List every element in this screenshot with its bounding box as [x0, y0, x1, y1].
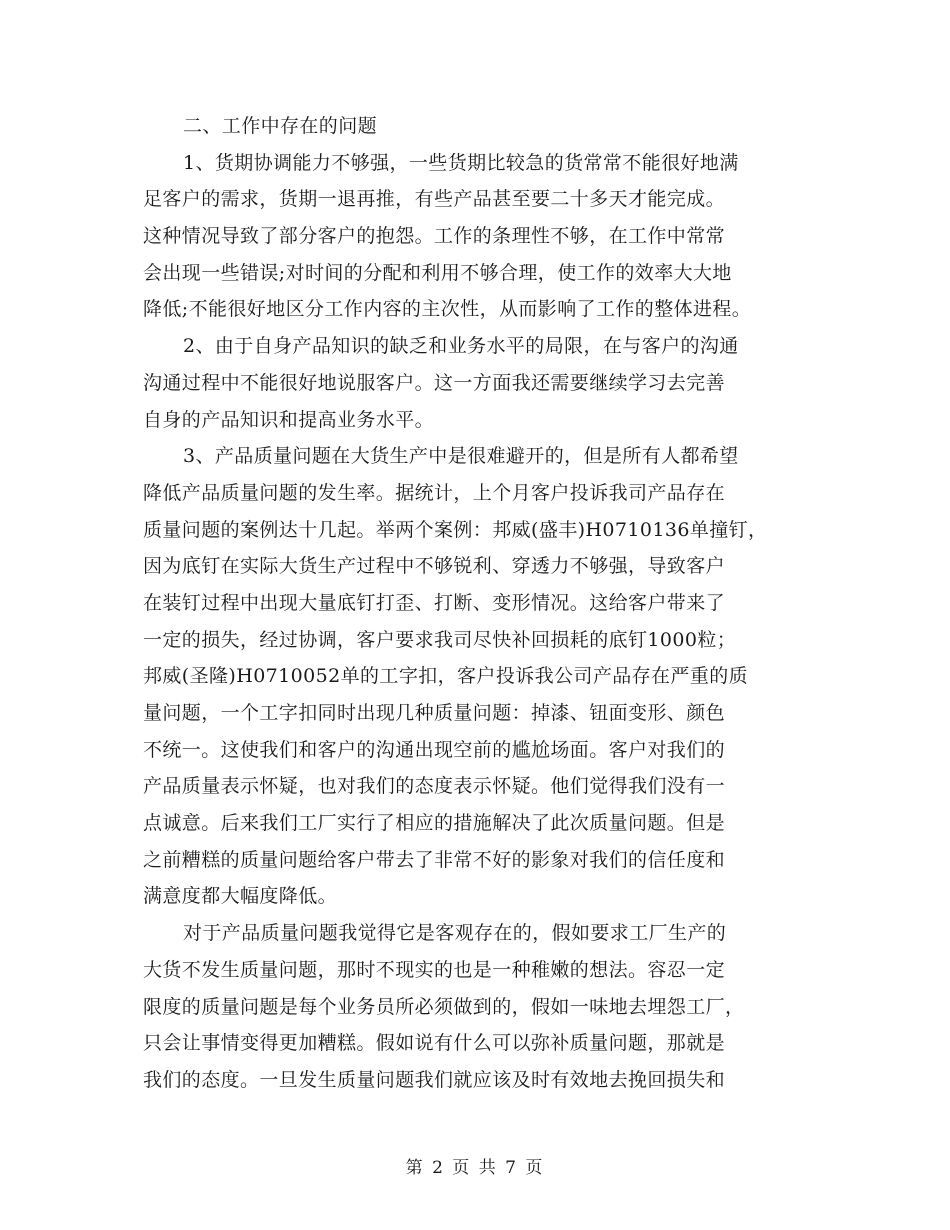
paragraph-line: 2、由于自身产品知识的缺乏和业务水平的局限，在与客户的沟通: [183, 335, 739, 358]
paragraph-line: 自身的产品知识和提高业务水平。: [143, 408, 435, 431]
paragraph-line: 量问题，一个工字扣同时出现几种质量问题：掉漆、钮面变形、颜色: [143, 702, 726, 724]
paragraph-line: 对于产品质量问题我觉得它是客观存在的，假如要求工厂生产的: [183, 922, 727, 945]
paragraph-line: 大货不发生质量问题，那时不现实的也是一种稚嫩的想法。容忍一定: [143, 958, 726, 981]
paragraph-line: 沟通过程中不能很好地说服客户。这一方面我还需要继续学习去完善: [143, 371, 726, 394]
paragraph-line: 降低产品质量问题的发生率。据统计，上个月客户投诉我司产品存在: [143, 481, 726, 504]
paragraph-line: 降低;不能很好地区分工作内容的主次性，从而影响了工作的整体进程。: [143, 298, 752, 321]
paragraph-line: 我们的态度。一旦发生质量问题我们就应该及时有效地去挽回损失和: [143, 1068, 726, 1091]
paragraph-line: 点诚意。后来我们工厂实行了相应的措施解决了此次质量问题。但是: [143, 812, 726, 835]
paragraph-line: 之前糟糕的质量问题给客户带去了非常不好的影象对我们的信任度和: [143, 848, 726, 871]
page-number-footer: 第 2 页 共 7 页: [405, 1158, 545, 1178]
paragraph-line: 质量问题的案例达十几起。举两个案例：邦威(盛丰)H0710136单撞钉，: [143, 518, 768, 541]
paragraph-line: 在装钉过程中出现大量底钉打歪、打断、变形情况。这给客户带来了: [143, 591, 726, 614]
paragraph-line: 因为底钉在实际大货生产过程中不够锐利、穿透力不够强，导致客户: [143, 555, 726, 578]
paragraph-line: 1、货期协调能力不够强，一些货期比较急的货常常不能很好地满: [183, 151, 739, 174]
section-heading: 二、工作中存在的问题: [183, 115, 378, 137]
paragraph-line: 这种情况导致了部分客户的抱怨。工作的条理性不够，在工作中常常: [143, 225, 726, 248]
paragraph-line: 不统一。这使我们和客户的沟通出现空前的尴尬场面。客户对我们的: [143, 738, 726, 761]
document-body: [143, 108, 823, 1099]
paragraph-line: 会出现一些错误;对时间的分配和利用不够合理，使工作的效率大大地: [143, 261, 732, 284]
paragraph-line: 限度的质量问题是每个业务员所必须做到的，假如一味地去埋怨工厂，: [143, 995, 745, 1018]
paragraph-line: 只会让事情变得更加糟糕。假如说有什么可以弥补质量问题，那就是: [143, 1032, 726, 1055]
paragraph-line: 邦威(圣隆)H0710052单的工字扣，客户投诉我公司产品存在严重的质: [143, 665, 749, 688]
paragraph-line: 3、产品质量问题在大货生产中是很难避开的，但是所有人都希望: [183, 445, 739, 468]
paragraph-line: 足客户的需求，货期一退再推，有些产品甚至要二十多天才能完成。: [143, 188, 726, 211]
paragraph-line: 满意度都大幅度降低。: [143, 885, 338, 908]
paragraph-line: 产品质量表示怀疑，也对我们的态度表示怀疑。他们觉得我们没有一: [143, 775, 726, 798]
paragraph-line: 一定的损失，经过协调，客户要求我司尽快补回损耗的底钉1000粒；: [143, 628, 737, 651]
